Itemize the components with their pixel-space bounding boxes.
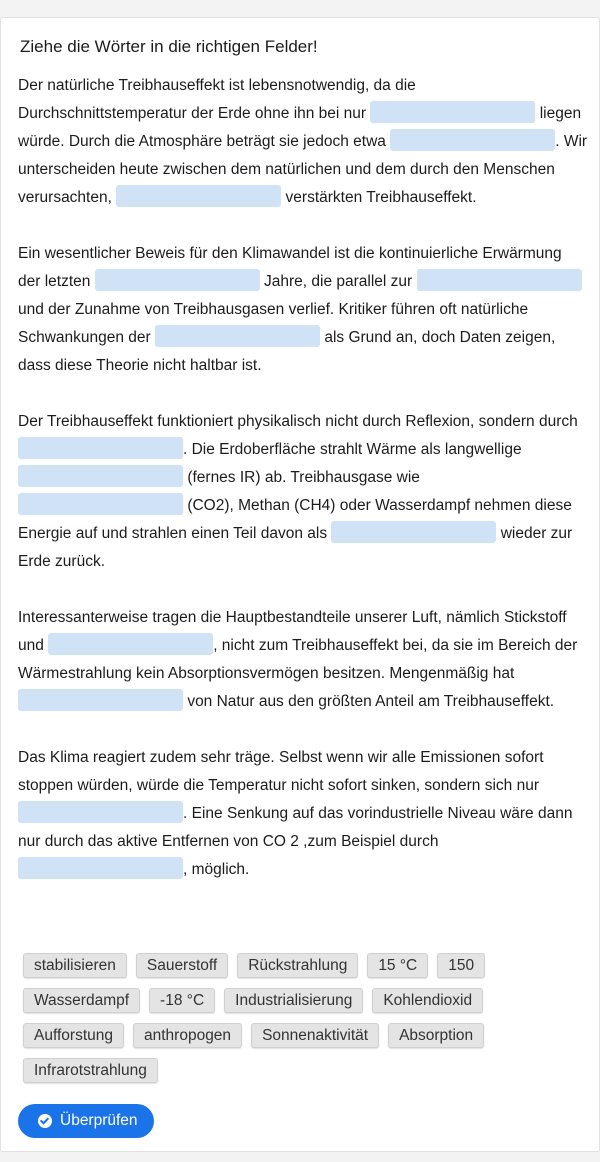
drop-zone[interactable] xyxy=(18,493,183,515)
word-chip-rueckstrahlung[interactable]: Rückstrahlung xyxy=(237,953,358,978)
word-chip-wasserdampf[interactable]: Wasserdampf xyxy=(23,988,140,1013)
exercise-card xyxy=(0,17,600,1152)
drop-zone[interactable] xyxy=(331,521,496,543)
paragraph-3 xyxy=(18,408,588,576)
paragraph-2 xyxy=(18,240,588,380)
drop-zone[interactable] xyxy=(18,801,183,823)
text-segment: . Die Erdoberfläche strahlt Wärme als langwellige xyxy=(183,441,522,458)
text-segment: Jahre, die parallel zur xyxy=(264,273,413,290)
text-segment: Das Klima reagiert zudem sehr träge. Selbst wenn wir alle Emissionen sofort stoppen würden, würde die Temperatur nicht sofort sinken, sondern sich nur xyxy=(18,749,544,794)
check-button[interactable] xyxy=(18,1104,154,1138)
word-bank xyxy=(23,953,563,1083)
drop-zone[interactable] xyxy=(18,437,183,459)
text-segment: (fernes IR) ab. Treibhausgase wie xyxy=(187,469,420,486)
word-chip-aufforstung[interactable]: Aufforstung xyxy=(23,1023,124,1048)
word-chip-industrialisierung[interactable]: Industrialisierung xyxy=(224,988,363,1013)
drop-zone[interactable] xyxy=(155,325,320,347)
text-segment: . Eine Senkung auf das vorindustrielle Niveau wäre dann nur durch das aktive Entfernen von CO 2 ,zum Beispiel durch xyxy=(18,805,573,850)
text-segment: verstärkten Treibhauseffekt. xyxy=(285,189,477,206)
text-segment: Interessanterweise tragen die Hauptbestandteile unserer Luft, nämlich Stickstoff und xyxy=(18,609,567,654)
word-chip-sonnenaktivitaet[interactable]: Sonnenaktivität xyxy=(251,1023,379,1048)
check-button-label: Überprüfen xyxy=(60,1112,138,1129)
text-segment: wieder zur Erde zurück. xyxy=(18,525,573,570)
drop-zone[interactable] xyxy=(116,185,281,207)
cloze-text xyxy=(18,72,588,884)
word-chip-anthropogen[interactable]: anthropogen xyxy=(133,1023,242,1048)
text-segment: liegen würde. Durch die Atmosphäre beträgt sie jedoch etwa xyxy=(18,105,582,150)
word-chip-kohlendioxid[interactable]: Kohlendioxid xyxy=(372,988,483,1013)
text-segment: , möglich. xyxy=(183,861,250,878)
word-chip-sauerstoff[interactable]: Sauerstoff xyxy=(136,953,228,978)
drop-zone[interactable] xyxy=(390,129,555,151)
text-segment: (CO2), Methan (CH4) oder Wasserdampf nehmen diese Energie auf und strahlen einen Teil davon als xyxy=(18,497,572,542)
text-segment: als Grund an, doch Daten zeigen, dass diese Theorie nicht haltbar ist. xyxy=(18,329,556,374)
text-segment: , nicht zum Treibhauseffekt bei, da sie im Bereich der Wärmestrahlung kein Absorptionsvermögen besitzen. Mengenmäßig hat xyxy=(18,637,578,682)
drop-zone[interactable] xyxy=(18,689,183,711)
drop-zone[interactable] xyxy=(370,101,535,123)
drop-zone[interactable] xyxy=(48,633,213,655)
text-segment: und der Zunahme von Treibhausgasen verlief. Kritiker führen oft natürliche Schwankungen der xyxy=(18,301,529,346)
task-title: Ziehe die Wörter in die richtigen Felder! xyxy=(20,37,318,56)
word-chip-150[interactable]: 150 xyxy=(437,953,485,978)
drop-zone[interactable] xyxy=(95,269,260,291)
word-chip-minus-18-grad[interactable]: -18 °C xyxy=(149,988,215,1013)
paragraph-4 xyxy=(18,604,588,716)
word-chip-absorption[interactable]: Absorption xyxy=(388,1023,484,1048)
text-segment: Der Treibhauseffekt funktioniert physikalisch nicht durch Reflexion, sondern durch xyxy=(18,413,578,430)
drop-zone[interactable] xyxy=(18,857,183,879)
word-chip-infrarotstrahlung[interactable]: Infrarotstrahlung xyxy=(23,1058,158,1083)
text-segment: von Natur aus den größten Anteil am Treibhauseffekt. xyxy=(187,693,555,710)
text-segment: Der natürliche Treibhauseffekt ist lebensnotwendig, da die Durchschnittstemperatur der Erde ohne ihn bei nur xyxy=(18,77,416,122)
paragraph-5 xyxy=(18,744,588,884)
paragraph-1 xyxy=(18,72,588,212)
word-chip-stabilisieren[interactable]: stabilisieren xyxy=(23,953,127,978)
drop-zone[interactable] xyxy=(18,465,183,487)
drop-zone[interactable] xyxy=(417,269,582,291)
check-circle-icon xyxy=(38,1114,52,1128)
word-chip-15-grad[interactable]: 15 °C xyxy=(367,953,428,978)
text-segment: Ein wesentlicher Beweis für den Klimawandel ist die kontinuierliche Erwärmung der letzten xyxy=(18,245,562,290)
text-segment: . Wir unterscheiden heute zwischen dem natürlichen und dem durch den Menschen verursachten, xyxy=(18,133,588,206)
